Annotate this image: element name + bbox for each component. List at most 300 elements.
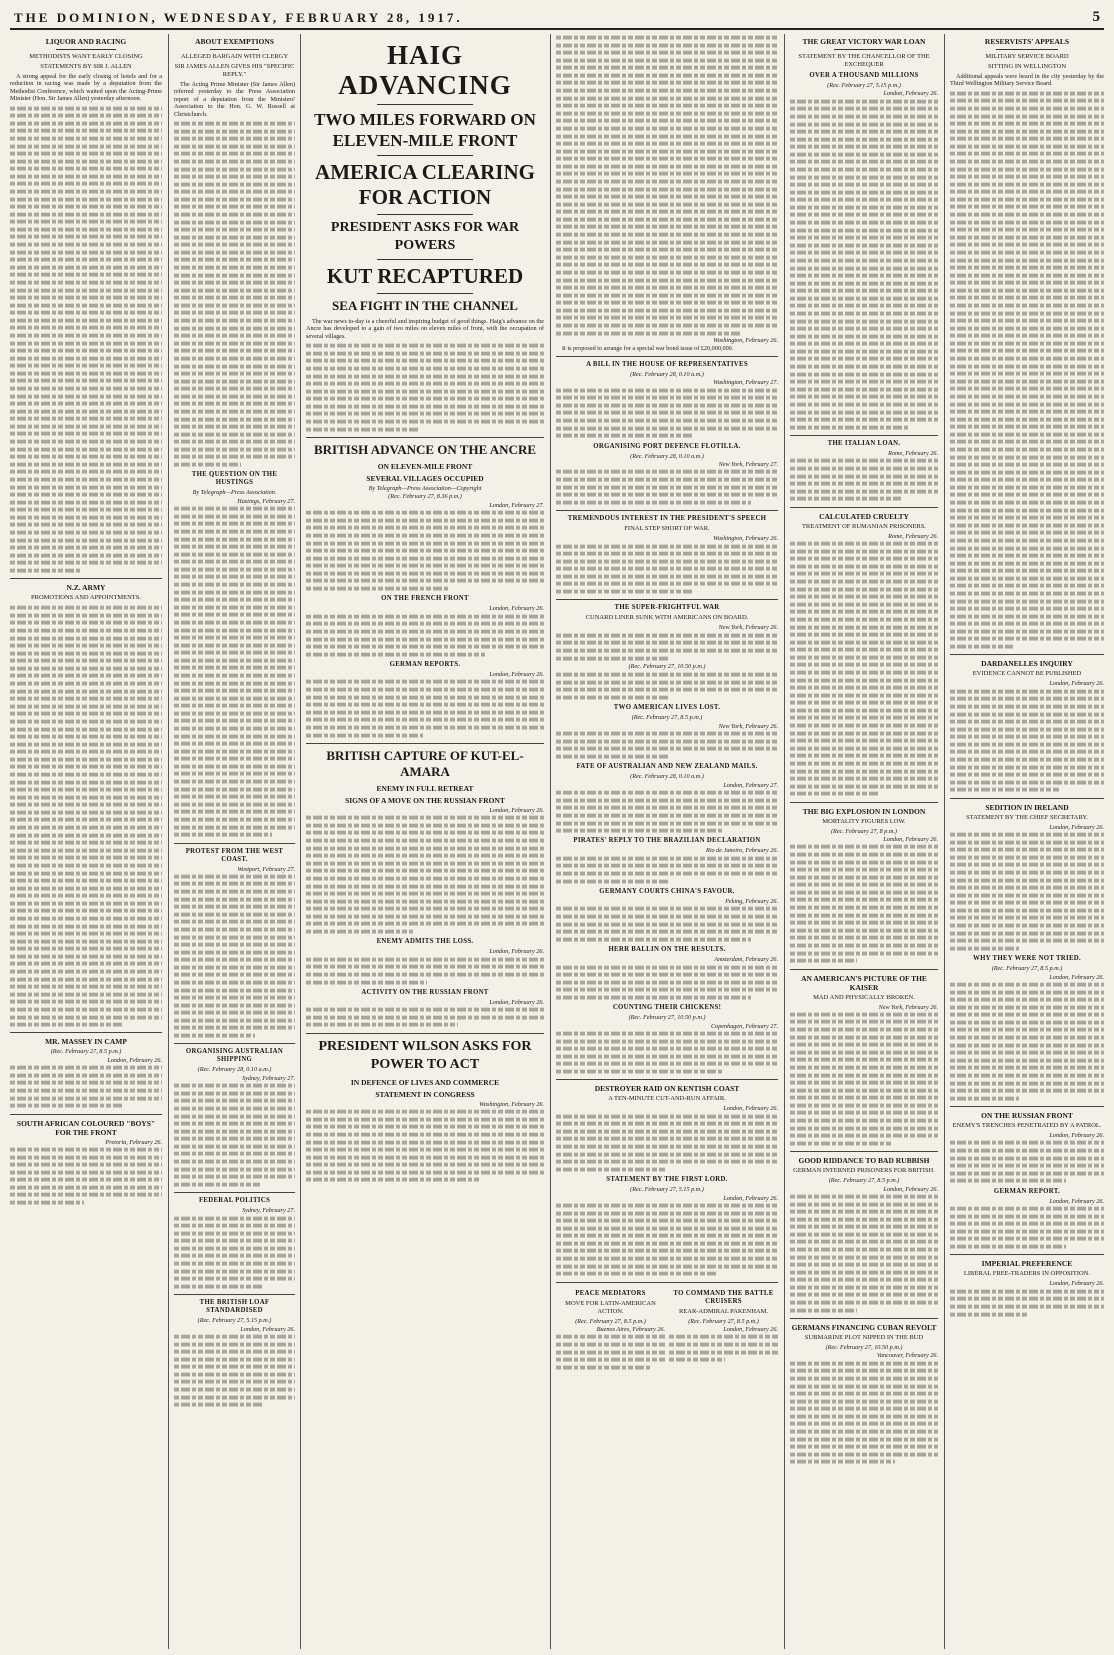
text-line — [556, 180, 778, 184]
text-line — [174, 1182, 260, 1186]
dateline: New York, February 26. — [718, 624, 778, 632]
headline: PROTEST FROM THE WEST COAST. — [185, 847, 284, 863]
text-line — [790, 1232, 938, 1236]
text-line — [790, 565, 938, 569]
byline: STATEMENTS BY SIR J. ALLEN — [40, 63, 132, 70]
text-line — [174, 326, 295, 330]
text-line — [10, 349, 162, 353]
subheadline: MILITARY SERVICE BOARD — [985, 53, 1069, 60]
text-line — [950, 1312, 1029, 1316]
text-line — [306, 1016, 544, 1020]
text-line — [790, 1134, 938, 1138]
text-line — [790, 236, 938, 240]
text-line — [556, 301, 778, 305]
text-line — [10, 712, 162, 716]
text-line — [950, 1149, 1104, 1153]
text-line — [950, 145, 1104, 149]
text-line — [10, 864, 162, 868]
text-line — [556, 240, 778, 244]
text-line — [10, 546, 162, 550]
text-line — [10, 1066, 162, 1070]
text-line — [950, 122, 1104, 126]
text-line — [174, 243, 295, 247]
text-line — [950, 1089, 1104, 1093]
text-line — [556, 263, 778, 267]
text-line — [306, 914, 544, 918]
text-line — [790, 168, 938, 172]
subheadline: EVIDENCE CANNOT BE PUBLISHED — [972, 670, 1082, 678]
text-line — [556, 755, 669, 759]
text-line — [306, 922, 544, 926]
text-line — [790, 497, 901, 501]
text-line — [174, 395, 295, 399]
illegible-text-block — [790, 98, 938, 431]
headline: THE GREAT VICTORY WAR LOAN — [802, 37, 926, 46]
text-line — [790, 784, 938, 788]
text-line — [790, 1270, 938, 1274]
text-line — [950, 614, 1104, 618]
text-line — [790, 1073, 938, 1077]
text-line — [950, 697, 1104, 701]
text-line — [790, 602, 938, 606]
byline: By Telegraph—Press Association. — [192, 489, 277, 497]
text-line — [556, 411, 778, 415]
text-line — [174, 258, 295, 262]
masthead-title: THE DOMINION, WEDNESDAY, FEBRUARY 28, 1917. — [14, 10, 463, 25]
text-line — [950, 266, 1104, 270]
text-line — [790, 1028, 938, 1032]
text-line — [10, 1000, 162, 1004]
text-line — [306, 579, 544, 583]
text-line — [10, 720, 162, 724]
text-line — [556, 157, 778, 161]
text-line — [950, 440, 1104, 444]
text-line — [306, 571, 544, 575]
text-line — [174, 1231, 295, 1235]
text-line — [556, 1211, 778, 1215]
text-line — [790, 198, 938, 202]
text-line — [174, 182, 295, 186]
headline: THE BRITISH LOAF STANDARDISED — [199, 1299, 270, 1315]
text-line — [950, 878, 1104, 882]
text-line — [306, 688, 544, 692]
dateline: London, February 26. — [883, 836, 938, 844]
text-line — [174, 1091, 295, 1095]
text-line — [950, 705, 1104, 709]
text-line — [790, 489, 938, 493]
column-2 — [174, 34, 295, 1649]
text-line — [10, 1148, 162, 1152]
text-line — [556, 922, 778, 926]
text-line — [556, 74, 778, 78]
text-line — [174, 296, 295, 300]
text-line — [556, 104, 778, 108]
text-line — [790, 334, 938, 338]
divider — [790, 435, 938, 436]
subheadline: IN DEFENCE OF LIVES AND COMMERCE — [350, 1077, 500, 1087]
text-line — [306, 564, 544, 568]
masthead — [10, 6, 1104, 30]
text-line — [306, 899, 544, 903]
text-line — [10, 478, 162, 482]
text-line — [790, 762, 938, 766]
text-line — [10, 432, 162, 436]
text-line — [306, 374, 544, 378]
text-line — [306, 556, 544, 560]
text-line — [174, 658, 295, 662]
divider — [377, 155, 472, 156]
text-line — [306, 1008, 544, 1012]
illegible-text-block — [306, 342, 544, 433]
text-line — [556, 96, 778, 100]
text-line — [556, 172, 778, 176]
headline: RESERVISTS' APPEALS — [984, 37, 1070, 46]
text-line — [174, 311, 295, 315]
illegible-text-block — [174, 120, 295, 468]
text-line — [950, 455, 1104, 459]
text-line — [950, 319, 1104, 323]
text-line — [950, 743, 1104, 747]
text-line — [174, 1395, 295, 1399]
text-line — [950, 486, 1104, 490]
text-line — [174, 719, 295, 723]
text-line — [950, 410, 1104, 414]
text-line — [174, 742, 295, 746]
subheadline: STATEMENT BY THE CHIEF SECRETARY. — [966, 813, 1088, 821]
text-line — [556, 696, 669, 700]
text-line — [790, 1043, 938, 1047]
text-line — [174, 749, 295, 753]
text-line — [790, 913, 938, 917]
subheadline: ENEMY'S TRENCHES PENETRATED BY A PATROL. — [952, 1122, 1102, 1130]
text-line — [950, 901, 1104, 905]
text-line — [790, 1240, 938, 1244]
dateline: (Rec. February 27, 8.5 p.m.) — [631, 714, 703, 722]
text-line — [950, 720, 1104, 724]
dateline: (Rec. February 27, 8.36 p.m.) — [388, 493, 462, 501]
text-line — [556, 1234, 778, 1238]
text-line — [950, 107, 1104, 111]
text-line — [174, 1269, 295, 1273]
text-line — [10, 318, 162, 322]
divider — [950, 1254, 1104, 1255]
illegible-text-block — [950, 1205, 1104, 1250]
text-line — [10, 311, 162, 315]
text-line — [174, 1114, 295, 1118]
text-line — [10, 250, 162, 254]
text-line — [950, 946, 1019, 950]
bottom-boxes — [556, 1287, 778, 1372]
text-line — [950, 1096, 1019, 1100]
text-line — [790, 1384, 938, 1388]
text-line — [306, 1117, 544, 1121]
text-line — [950, 349, 1104, 353]
text-line — [556, 1152, 778, 1156]
text-line — [950, 1305, 1104, 1309]
text-line — [556, 980, 778, 984]
text-line — [950, 1028, 1104, 1032]
text-line — [306, 869, 544, 873]
text-line — [174, 966, 295, 970]
text-line — [174, 522, 295, 526]
text-line — [950, 546, 1104, 550]
text-line — [10, 523, 162, 527]
text-line — [556, 51, 778, 55]
text-line — [174, 304, 295, 308]
text-line — [950, 114, 1104, 118]
text-line — [174, 514, 295, 518]
text-line — [306, 1178, 480, 1182]
text-line — [174, 1122, 295, 1126]
text-line — [174, 1403, 262, 1407]
dateline: Washington, February 26. — [479, 1100, 544, 1108]
text-line — [10, 780, 162, 784]
text-line — [10, 621, 162, 625]
column-rule — [550, 34, 551, 1649]
text-line — [790, 860, 938, 864]
text-line — [174, 1335, 295, 1339]
text-line — [950, 251, 1104, 255]
illegible-text-block — [174, 1082, 295, 1188]
text-line — [556, 1242, 778, 1246]
text-line — [950, 129, 1104, 133]
headline: GERMANY COURTS CHINA'S FAVOUR. — [599, 888, 735, 896]
dateline: Vancouver, February 26. — [876, 1352, 938, 1360]
divider — [174, 1294, 295, 1295]
text-line — [174, 167, 295, 171]
text-line — [790, 327, 938, 331]
text-line — [790, 410, 938, 414]
text-line — [950, 1164, 1104, 1168]
text-line — [174, 364, 295, 368]
text-line — [174, 928, 295, 932]
text-line — [10, 667, 162, 671]
text-line — [790, 259, 938, 263]
text-line — [174, 605, 295, 609]
text-line — [950, 539, 1104, 543]
text-line — [790, 1399, 938, 1403]
text-line — [10, 364, 162, 368]
dateline: London, February 27. — [489, 501, 544, 509]
text-line — [174, 137, 295, 141]
text-line — [950, 516, 1104, 520]
text-line — [10, 1023, 124, 1027]
illegible-text-block — [174, 873, 295, 1040]
article-lead: A strong appeal for the early closing of hotels and for a reduction in racing was made by a deputation from the Methodist Conference, which waited upon the Acting-Prime Minister (Hon. Sir James Allen) yesterday afternoon. — [10, 73, 162, 103]
headline: BRITISH CAPTURE OF KUT-EL-AMARA — [326, 747, 524, 779]
main-headline: HAIG ADVANCING — [338, 40, 512, 100]
text-line — [174, 1145, 295, 1149]
text-line — [790, 206, 938, 210]
text-line — [790, 1104, 938, 1108]
dateline: London, February 26. — [883, 1185, 938, 1193]
column-4 — [556, 34, 778, 1649]
text-line — [174, 787, 295, 791]
text-line — [790, 610, 938, 614]
subheadline: OVER A THOUSAND MILLIONS — [809, 72, 919, 79]
text-line — [790, 175, 938, 179]
headline: BRITISH ADVANCE ON THE ANCRE — [313, 441, 537, 457]
illegible-text-block — [790, 843, 938, 964]
dateline: (Rec. February 28, 0.10 a.m.) — [630, 370, 704, 378]
dateline: London, February 26. — [1049, 823, 1104, 831]
illegible-text-block — [174, 1215, 295, 1291]
text-line — [556, 656, 669, 660]
text-line — [174, 996, 295, 1000]
divider — [174, 843, 295, 844]
text-line — [556, 119, 778, 123]
divider — [377, 259, 472, 260]
text-line — [790, 1096, 938, 1100]
text-line — [174, 681, 295, 685]
text-line — [556, 470, 778, 474]
text-line — [306, 518, 544, 522]
text-line — [10, 750, 162, 754]
text-line — [10, 1186, 162, 1190]
text-line — [950, 190, 1104, 194]
text-line — [10, 1104, 124, 1108]
text-line — [174, 950, 295, 954]
main-subheadline: KUT RECAPTURED — [326, 264, 524, 288]
text-line — [790, 716, 938, 720]
text-line — [556, 544, 778, 548]
text-line — [306, 637, 544, 641]
text-line — [790, 1415, 938, 1419]
text-line — [790, 1126, 938, 1130]
divider — [306, 743, 544, 744]
text-line — [556, 1358, 665, 1362]
text-line — [950, 493, 1104, 497]
dateline: New York, February 26. — [718, 722, 778, 730]
text-line — [174, 1160, 295, 1164]
text-line — [174, 379, 295, 383]
text-line — [950, 939, 1104, 943]
dateline: (Rec. February 27, 8.5 p.m.) — [688, 1317, 759, 1325]
dateline: (Rec. February 28, 0.10 a.m.) — [630, 452, 704, 460]
text-line — [556, 149, 778, 153]
text-line — [306, 892, 544, 896]
text-line — [10, 795, 162, 799]
text-line — [10, 258, 162, 262]
text-line — [10, 228, 162, 232]
text-line — [556, 478, 778, 482]
text-line — [174, 757, 295, 761]
text-line — [790, 251, 938, 255]
text-line — [174, 818, 295, 822]
text-line — [556, 58, 778, 62]
text-line — [306, 831, 544, 835]
text-line — [174, 402, 295, 406]
text-line — [790, 482, 938, 486]
text-line — [790, 1088, 938, 1092]
text-line — [10, 682, 162, 686]
text-line — [950, 273, 1104, 277]
text-line — [10, 917, 162, 921]
text-line — [556, 915, 778, 919]
text-line — [174, 689, 295, 693]
text-line — [950, 1058, 1104, 1062]
illegible-text-block — [950, 1288, 1104, 1318]
text-line — [10, 1178, 162, 1182]
text-line — [950, 924, 1104, 928]
text-line — [10, 674, 162, 678]
text-line — [556, 111, 778, 115]
text-line — [950, 213, 1104, 217]
text-line — [174, 1373, 295, 1377]
headline: THE QUESTION ON THE HUSTINGS — [191, 471, 278, 487]
headline: A BILL IN THE HOUSE OF REPRESENTATIVES — [586, 360, 748, 368]
text-line — [556, 1039, 778, 1043]
text-line — [10, 356, 162, 360]
text-line — [790, 686, 938, 690]
text-line — [10, 826, 162, 830]
text-line — [556, 1343, 665, 1347]
text-line — [790, 304, 938, 308]
text-line — [174, 152, 295, 156]
text-line — [556, 1272, 718, 1276]
text-line — [10, 152, 162, 156]
text-line — [174, 575, 295, 579]
dateline: London, February 26. — [489, 605, 544, 613]
text-line — [790, 906, 938, 910]
text-line — [10, 939, 162, 943]
text-line — [174, 1277, 295, 1281]
dateline: (Rec. February 28, 0.10 a.m.) — [197, 1066, 272, 1074]
text-line — [950, 334, 1104, 338]
text-line — [10, 281, 162, 285]
byline: By Telegraph—Press Association—Copyright — [368, 484, 482, 492]
text-line — [10, 516, 162, 520]
text-line — [790, 618, 938, 622]
text-line — [174, 537, 295, 541]
dateline: Sydney, February 27. — [242, 1074, 295, 1082]
text-line — [10, 417, 162, 421]
illegible-text-block — [556, 671, 778, 701]
text-line — [950, 501, 1104, 505]
text-line — [10, 538, 162, 542]
text-line — [790, 792, 880, 796]
text-line — [950, 1156, 1104, 1160]
text-line — [306, 695, 544, 699]
text-line — [950, 576, 1104, 580]
text-line — [174, 897, 295, 901]
headline: DESTROYER RAID ON KENTISH COAST — [594, 1084, 740, 1094]
text-line — [10, 159, 162, 163]
text-line — [174, 1216, 295, 1220]
text-line — [556, 293, 778, 297]
divider — [10, 1114, 162, 1115]
text-line — [10, 659, 162, 663]
text-line — [790, 1263, 938, 1267]
text-line — [174, 1365, 295, 1369]
text-line — [306, 652, 485, 656]
text-line — [556, 331, 740, 335]
subheadline: STATEMENT IN CONGRESS — [375, 1089, 475, 1099]
text-line — [10, 636, 162, 640]
text-line — [950, 592, 1104, 596]
text-line — [174, 1262, 295, 1266]
text-line — [556, 829, 723, 833]
text-line — [306, 884, 544, 888]
text-line — [950, 871, 1104, 875]
text-line — [790, 425, 910, 429]
text-line — [950, 840, 1104, 844]
text-line — [306, 344, 544, 348]
dateline: London, February 26. — [1049, 1132, 1104, 1140]
text-line — [10, 273, 162, 277]
text-line — [10, 1008, 162, 1012]
text-line — [10, 485, 162, 489]
